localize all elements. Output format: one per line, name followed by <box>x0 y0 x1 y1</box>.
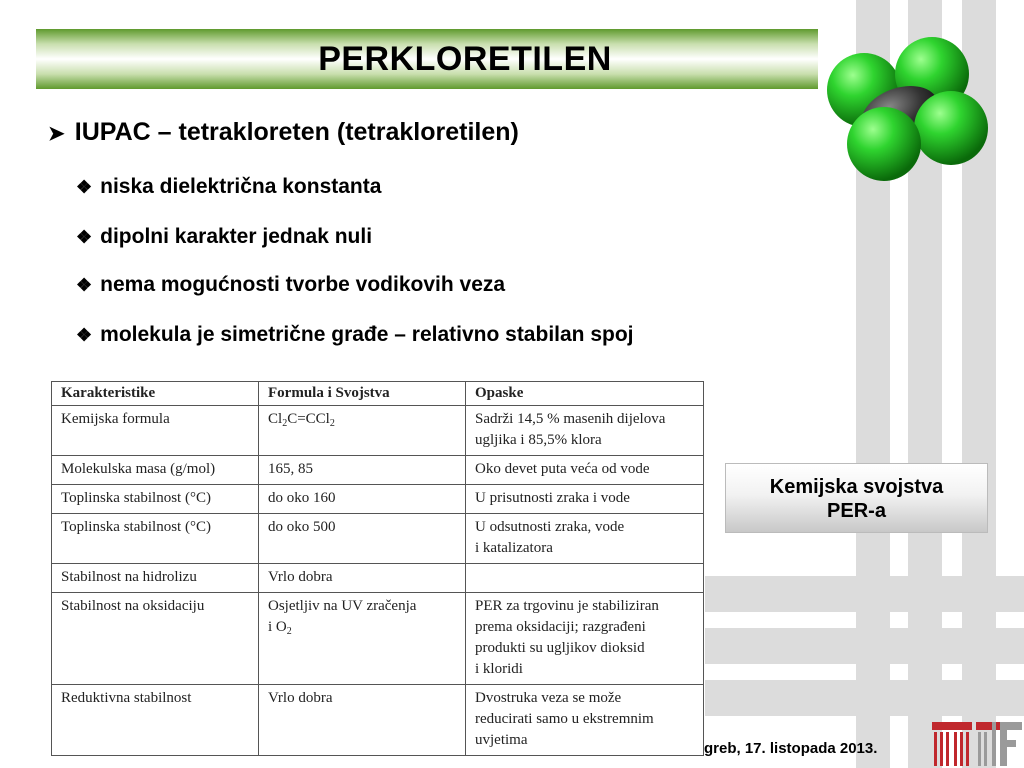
sub-bullet <box>76 225 372 249</box>
diamond-bullet-icon: ❖ <box>76 325 93 345</box>
table-cell: Osjetljiv na UV zračenja i $O_2$ <box>259 593 466 685</box>
table-cell: do oko 500 <box>259 514 466 564</box>
page-title: PERKLORETILEN <box>318 40 612 78</box>
bg-stripe <box>705 680 1024 716</box>
table-row <box>52 564 704 593</box>
table-row <box>52 406 704 456</box>
table-row <box>52 485 704 514</box>
table-cell: U prisutnosti zraka i vode <box>466 485 704 514</box>
table-cell: Kemijska formula <box>52 406 259 456</box>
sub-bullet <box>76 273 505 297</box>
sub-bullet-text: nema mogućnosti tvorbe vodikovih veza <box>100 273 506 296</box>
table-row <box>52 685 704 756</box>
table-cell: Toplinska stabilnost (°C) <box>52 514 259 564</box>
table-row <box>52 593 704 685</box>
sub-bullet-text: niska dielektrična konstanta <box>100 175 382 198</box>
side-label-line: Kemijska svojstva <box>769 476 944 498</box>
side-label-box <box>725 463 988 533</box>
diamond-bullet-icon: ❖ <box>76 275 93 295</box>
arrow-bullet-icon: ➤ <box>48 123 65 145</box>
table-cell: Toplinska stabilnost (°C) <box>52 485 259 514</box>
table-cell: Vrlo dobra <box>259 564 466 593</box>
table-cell: Oko devet puta veća od vode <box>466 456 704 485</box>
table-cell: Dvostruka veza se može reducirati samo u ekstremnim uvjetima <box>466 685 704 756</box>
table-cell <box>466 564 704 593</box>
table-header-cell: Karakteristike <box>52 382 259 406</box>
bg-divider <box>999 30 1024 190</box>
main-bullet <box>48 118 519 147</box>
table-header-row <box>52 382 704 406</box>
sub-bullet-text: molekula je simetrične građe – relativno stabilan spoj <box>100 323 634 346</box>
table-cell: Sadrži 14,5 % masenih dijelova ugljika i 85,5% klora <box>466 406 704 456</box>
diamond-bullet-icon: ❖ <box>76 177 93 197</box>
diamond-bullet-icon: ❖ <box>76 227 93 247</box>
table-cell: Stabilnost na oksidaciju <box>52 593 259 685</box>
table-header-cell: Formula i Svojstva <box>259 382 466 406</box>
table-cell: Molekulska masa (g/mol) <box>52 456 259 485</box>
bg-stripe <box>705 628 1024 664</box>
main-bullet-text: IUPAC – tetrakloreten (tetrakloretilen) <box>74 118 519 146</box>
ttf-logo-icon <box>928 718 1024 768</box>
table-cell: PER za trgovinu je stabiliziran prema oksidaciji; razgrađeni produkti su ugljikov dioksid i kloridi <box>466 593 704 685</box>
table-header-cell: Opaske <box>466 382 704 406</box>
table-row <box>52 456 704 485</box>
molecule-icon <box>820 34 992 186</box>
sub-bullet <box>76 175 381 199</box>
table-cell: do oko 160 <box>259 485 466 514</box>
properties-table <box>51 381 704 758</box>
table-cell: Reduktivna stabilnost <box>52 685 259 756</box>
table-cell: Vrlo dobra <box>259 685 466 756</box>
table-cell: 165, 85 <box>259 456 466 485</box>
sub-bullet-text: dipolni karakter jednak nuli <box>100 225 373 248</box>
side-label-line: PER-a <box>827 500 886 522</box>
table-cell: U odsutnosti zraka, vode i katalizatora <box>466 514 704 564</box>
table-row <box>52 514 704 564</box>
footer-date: greb, 17. listopada 2013. <box>704 740 878 757</box>
bg-stripe <box>705 576 1024 612</box>
sub-bullet <box>76 323 634 347</box>
table-cell: Stabilnost na hidrolizu <box>52 564 259 593</box>
table-cell: $Cl_2C=CCl_2$ <box>259 406 466 456</box>
